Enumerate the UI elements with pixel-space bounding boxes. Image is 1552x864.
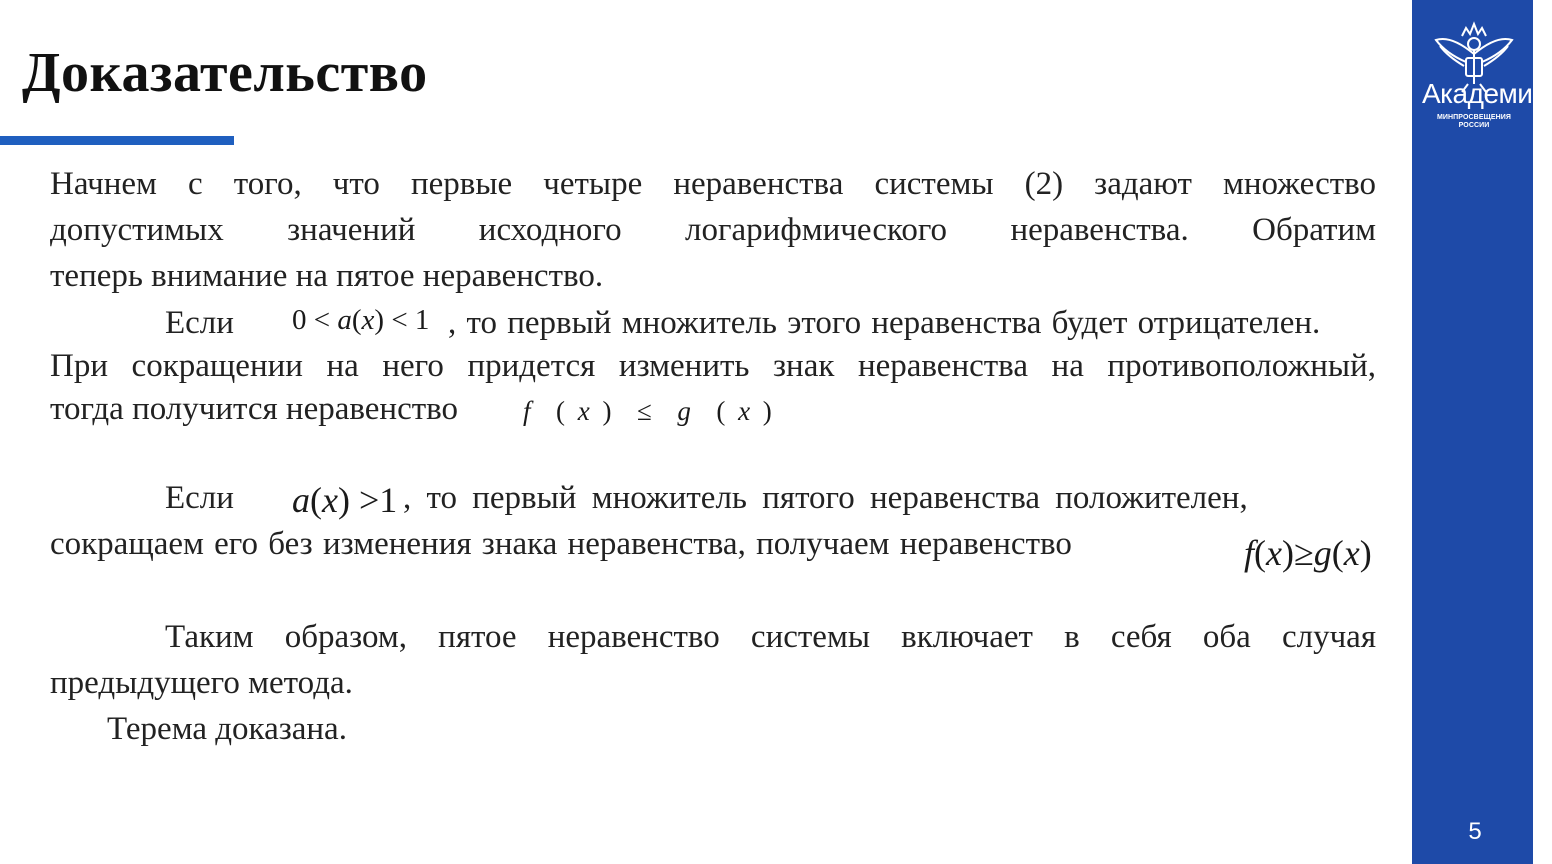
logo-subtitle: МИНПРОСВЕЩЕНИЯ РОССИИ [1436,114,1512,129]
conclusion-text: Терема доказана. [107,711,347,747]
page-number: 5 [1468,818,1482,845]
paragraph-2-line-1-rest: , то первый множитель этого неравенства будет отрицателен. [448,305,1321,341]
formula-a-gt-1: a(x) >1 [292,480,398,520]
paragraph-3-if: Если [165,480,234,516]
paragraph-3-line-1-rest: , то первый множитель пятого неравенства положителен, [403,480,1248,516]
paragraph-3-line-2: сокращаем его без изменения знака неравенства, получаем неравенство [50,526,1072,562]
paragraph-1-line-2: допустимых значений исходного логарифмического неравенства. Обратим [50,212,1376,248]
paragraph-2-if: Если [165,305,234,341]
slide-title: Доказательство [22,42,428,104]
formula-f-le-g: f ( x ) ≤ g ( x ) [523,396,772,426]
formula-0-lt-a-lt-1: 0 < a(x) < 1 [292,304,430,336]
paragraph-4-line-1: Таким образом, пятое неравенство системы включает в себя оба случая [165,619,1376,655]
paragraph-1-line-1: Начнем с того, что первые четыре неравенства системы (2) задают множество [50,166,1376,202]
formula-f-ge-g: f(x)≥g(x) [1244,533,1372,573]
logo-wordmark: АкадемиЯ [1422,78,1552,109]
paragraph-1-line-3: теперь внимание на пятое неравенство. [50,258,604,294]
paragraph-2-line-3: тогда получится неравенство [50,391,458,427]
paragraph-2-line-2: При сокращении на него придется изменить знак неравенства на противоположный, [50,348,1376,384]
title-underline [0,136,234,145]
paragraph-4-line-2: предыдущего метода. [50,665,353,701]
